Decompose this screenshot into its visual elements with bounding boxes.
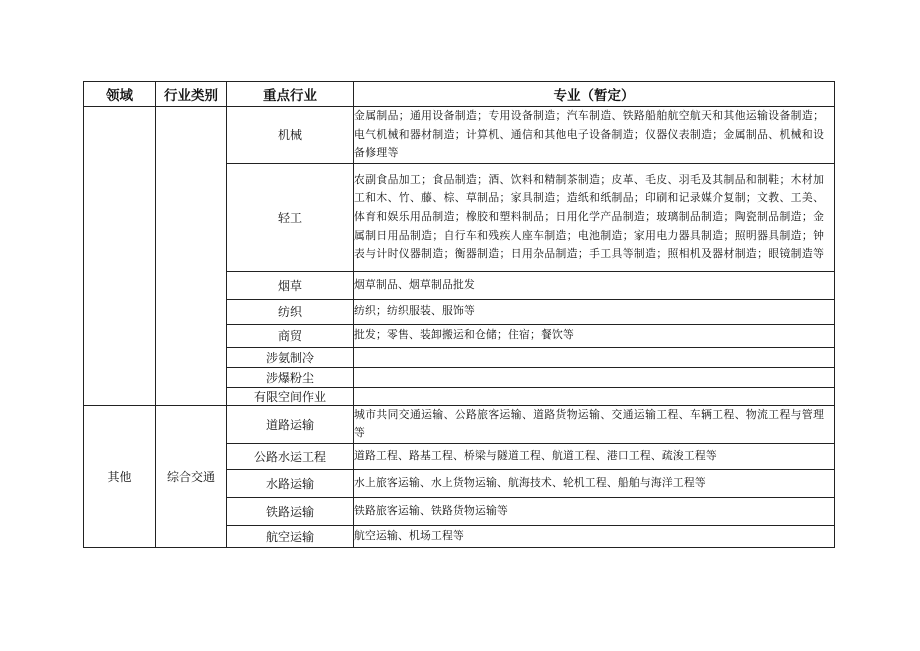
header-specialty: 专业（暂定） — [354, 82, 835, 107]
domain-cell: 其他 — [84, 405, 156, 547]
industry-cell: 轻工 — [227, 163, 354, 271]
specialty-cell: 批发；零售、装卸搬运和仓储；住宿；餐饮等 — [354, 324, 835, 347]
industry-cell: 铁路运输 — [227, 497, 354, 525]
industry-cell: 涉爆粉尘 — [227, 367, 354, 387]
header-key-industry: 重点行业 — [227, 82, 354, 107]
specialty-cell: 水上旅客运输、水上货物运输、航海技术、轮机工程、船舶与海洋工程等 — [354, 469, 835, 497]
industry-cell: 道路运输 — [227, 405, 354, 443]
specialty-cell: 铁路旅客运输、铁路货物运输等 — [354, 497, 835, 525]
industry-cell: 有限空间作业 — [227, 387, 354, 405]
category-cell: 综合交通 — [156, 405, 227, 547]
specialty-cell: 金属制品；通用设备制造；专用设备制造；汽车制造、铁路船舶航空航天和其他运输设备制造；电气机械和器材制造；计算机、通信和其他电子设备制造；仪器仪表制造；金属制品、机械和设备修理等 — [354, 107, 835, 164]
industry-cell: 水路运输 — [227, 469, 354, 497]
specialty-cell: 农副食品加工；食品制造；酒、饮料和精制茶制造；皮革、毛皮、羽毛及其制品和制鞋；木材加工和木、竹、藤、棕、草制品；家具制造；造纸和纸制品；印刷和记录媒介复制；文教、工美、体育和娱乐用品制造；橡胶和塑料制品；日用化学产品制造；玻璃制品制造；陶瓷制品制造；金属制日用品制造；自行车和残疾人座车制造；电池制造；家用电力器具制造；照明器具制造；钟表与计时仪器制造；衡器制造；日用杂品制造；手工具等制造；照相机及器材制造；眼镜制造等 — [354, 163, 835, 271]
industry-cell: 机械 — [227, 107, 354, 164]
specialty-cell: 航空运输、机场工程等 — [354, 525, 835, 547]
specialty-cell: 道路工程、路基工程、桥梁与隧道工程、航道工程、港口工程、疏浚工程等 — [354, 443, 835, 469]
table-row — [84, 405, 835, 443]
specialty-cell: 纺织；纺织服装、服饰等 — [354, 299, 835, 324]
table-row — [84, 107, 835, 164]
specialty-cell: 城市共同交通运输、公路旅客运输、道路货物运输、交通运输工程、车辆工程、物流工程与管理等 — [354, 405, 835, 443]
specialty-cell — [354, 347, 835, 367]
domain-cell-empty — [84, 107, 156, 406]
specialty-cell — [354, 387, 835, 405]
header-category: 行业类别 — [156, 82, 227, 107]
specialty-cell — [354, 367, 835, 387]
industry-cell: 纺织 — [227, 299, 354, 324]
industry-cell: 商贸 — [227, 324, 354, 347]
specialty-cell: 烟草制品、烟草制品批发 — [354, 271, 835, 299]
header-domain: 领域 — [84, 82, 156, 107]
industry-cell: 公路水运工程 — [227, 443, 354, 469]
industry-cell: 航空运输 — [227, 525, 354, 547]
category-cell-empty — [156, 107, 227, 406]
industry-specialty-table — [83, 81, 835, 548]
header-row — [84, 82, 835, 107]
industry-cell: 烟草 — [227, 271, 354, 299]
industry-cell: 涉氨制冷 — [227, 347, 354, 367]
